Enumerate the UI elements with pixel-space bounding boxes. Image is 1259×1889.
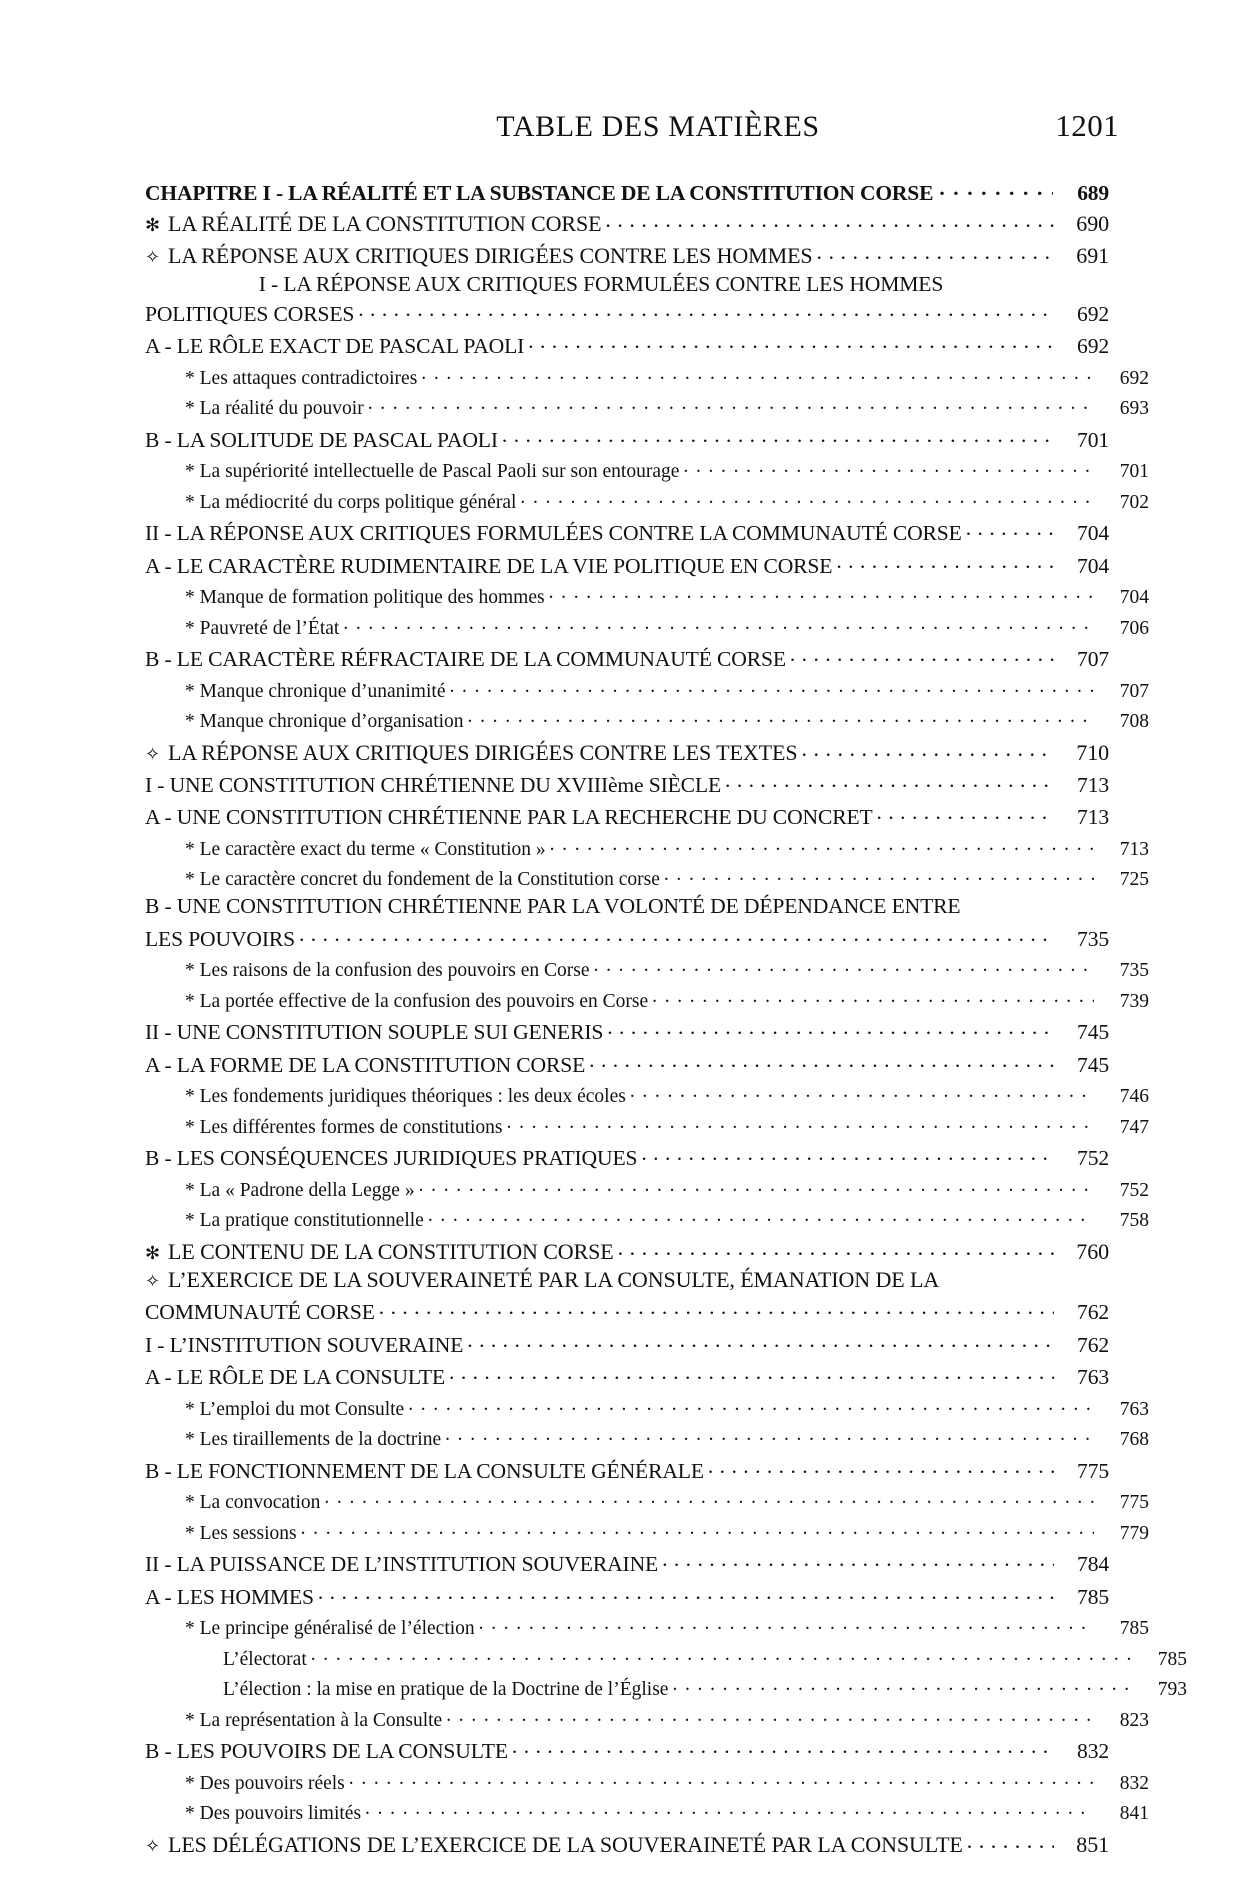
toc-item-entry[interactable] xyxy=(145,364,1149,388)
toc-entry-label: POLITIQUES CORSES xyxy=(145,301,355,326)
toc-item-entry[interactable] xyxy=(145,458,1149,482)
toc-item-entry[interactable] xyxy=(145,488,1149,512)
dot-leader xyxy=(664,866,1094,886)
toc-entry-page-number: 689 xyxy=(1077,180,1109,205)
toc-entry-page-number: 752 xyxy=(1077,1146,1109,1171)
toc-entry-label: * Les raisons de la confusion des pouvoirs en Corse xyxy=(185,960,590,982)
dot-leader xyxy=(311,1645,1132,1665)
toc-part-entry[interactable] xyxy=(145,209,1109,235)
toc-entry-label: * Manque chronique d’organisation xyxy=(185,711,464,733)
toc-subsection-entry[interactable] xyxy=(145,1456,1109,1482)
toc-entry-label: B - UNE CONSTITUTION CHRÉTIENNE PAR LA VOLONTÉ DE DÉPENDANCE ENTRE xyxy=(145,894,961,919)
toc-item-entry[interactable] xyxy=(145,1426,1149,1450)
toc-entry-page-number: 841 xyxy=(1119,1803,1149,1825)
dot-leader xyxy=(379,1298,1054,1320)
dot-leader xyxy=(365,1800,1094,1820)
toc-chapter-entry[interactable] xyxy=(145,178,1109,204)
dot-leader xyxy=(550,835,1094,855)
toc-entry-label: * Manque chronique d’unanimité xyxy=(185,680,446,702)
toc-entry-label: LE CONTENU DE LA CONSTITUTION CORSE xyxy=(168,1239,614,1265)
toc-entry-label: L’élection : la mise en pratique de la Doctrine de l’Église xyxy=(223,1679,669,1701)
diamond-marker-icon: ✧ xyxy=(145,1836,160,1857)
dot-leader xyxy=(512,1737,1054,1759)
dot-leader xyxy=(589,1050,1054,1072)
diamond-marker-icon: ✧ xyxy=(145,247,160,268)
toc-entry-label: * Le caractère concret du fondement de la Constitution corse xyxy=(185,869,660,891)
toc-entry-label: * La portée effective de la confusion des pouvoirs en Corse xyxy=(185,990,649,1012)
toc-item-entry[interactable] xyxy=(145,1395,1149,1419)
toc-item-entry[interactable] xyxy=(145,395,1149,419)
toc-subsection-entry[interactable] xyxy=(145,645,1109,671)
dot-leader xyxy=(445,1426,1094,1446)
toc-entry-label: * Les fondements juridiques théoriques : les deux écoles xyxy=(185,1086,626,1108)
toc-part-entry[interactable] xyxy=(145,1269,1109,1291)
toc-entry-page-number: 793 xyxy=(1157,1679,1187,1701)
toc-entry-page-number: 725 xyxy=(1119,869,1149,891)
toc-entry-page-number: 708 xyxy=(1119,711,1149,733)
toc-part-entry[interactable] xyxy=(145,241,1109,267)
toc-item-entry[interactable] xyxy=(145,866,1149,890)
page-header xyxy=(145,108,1119,152)
toc-entry-label: LA RÉPONSE AUX CRITIQUES DIRIGÉES CONTRE LES HOMMES xyxy=(168,243,813,269)
dot-leader xyxy=(324,1489,1094,1509)
toc-entry-label: * La pratique constitutionnelle xyxy=(185,1210,424,1232)
toc-entry-label: LES DÉLÉGATIONS DE L’EXERCICE DE LA SOUVERAINETÉ PAR LA CONSULTE xyxy=(168,1832,963,1858)
dot-leader xyxy=(836,551,1054,573)
dot-leader xyxy=(479,1615,1094,1635)
toc-entry-page-number: 704 xyxy=(1119,587,1149,609)
dot-leader xyxy=(349,1769,1094,1789)
toc-entry-label: * L’emploi du mot Consulte xyxy=(185,1398,405,1420)
toc-entry-page-number: 785 xyxy=(1157,1648,1187,1670)
toc-entry-label: II - UNE CONSTITUTION SOUPLE SUI GENERIS xyxy=(145,1020,604,1045)
dot-leader xyxy=(801,738,1054,760)
toc-list xyxy=(145,178,1187,1862)
dot-leader xyxy=(662,1550,1054,1572)
toc-entry-page-number: 707 xyxy=(1077,647,1109,672)
toc-entry-page-number: 746 xyxy=(1119,1086,1149,1108)
toc-entry-page-number: 692 xyxy=(1077,334,1109,359)
toc-entry-page-number: 693 xyxy=(1119,398,1149,420)
toc-entry-label: I - LA RÉPONSE AUX CRITIQUES FORMULÉES CONTRE LES HOMMES xyxy=(258,271,944,296)
toc-item-entry[interactable] xyxy=(145,1207,1149,1231)
toc-entry-label: * Le caractère exact du terme « Constitution » xyxy=(185,838,546,860)
toc-entry-label: A - LE RÔLE DE LA CONSULTE xyxy=(145,1365,446,1390)
toc-entry-page-number: 832 xyxy=(1077,1739,1109,1764)
toc-entry-label: B - LE CARACTÈRE RÉFRACTAIRE DE LA COMMUNAUTÉ CORSE xyxy=(145,647,786,672)
toc-entry-label: L’électorat xyxy=(223,1648,307,1670)
toc-item-entry[interactable] xyxy=(145,584,1149,608)
toc-entry-page-number: 832 xyxy=(1119,1772,1149,1794)
toc-subsection-entry[interactable] xyxy=(145,332,1109,358)
dot-leader xyxy=(790,645,1054,667)
toc-entry-label: LES POUVOIRS xyxy=(145,926,295,951)
toc-entry-page-number: 690 xyxy=(1076,211,1109,236)
dot-leader xyxy=(428,1207,1094,1227)
toc-entry-page-number: 752 xyxy=(1119,1179,1149,1201)
dot-leader xyxy=(641,1144,1054,1166)
toc-entry-label: A - LE CARACTÈRE RUDIMENTAIRE DE LA VIE POLITIQUE EN CORSE xyxy=(145,553,833,578)
toc-entry-page-number: 710 xyxy=(1076,740,1109,766)
toc-entry-page-number: 706 xyxy=(1119,617,1149,639)
dot-leader xyxy=(368,395,1094,415)
toc-entry-label: A - UNE CONSTITUTION CHRÉTIENNE PAR LA RECHERCHE DU CONCRET xyxy=(145,805,873,830)
dot-leader xyxy=(408,1395,1094,1415)
dot-leader xyxy=(607,1018,1054,1040)
toc-part-entry[interactable] xyxy=(145,1237,1109,1263)
toc-entry-label: * La réalité du pouvoir xyxy=(185,398,364,420)
toc-entry-page-number: 735 xyxy=(1119,960,1149,982)
toc-entry-continuation[interactable] xyxy=(145,924,1109,950)
dot-leader xyxy=(877,803,1054,825)
flower-marker-icon: ✻ xyxy=(145,215,160,235)
diamond-marker-icon: ✧ xyxy=(145,1271,160,1292)
toc-subitem-entry[interactable] xyxy=(145,1676,1187,1700)
toc-entry-label: LA RÉALITÉ DE LA CONSTITUTION CORSE xyxy=(168,211,602,236)
dot-leader xyxy=(939,178,1053,200)
toc-item-entry[interactable] xyxy=(145,1615,1149,1639)
toc-entry-label: * Pauvreté de l’État xyxy=(185,617,340,639)
toc-item-entry[interactable] xyxy=(145,957,1149,981)
dot-leader xyxy=(449,1363,1054,1385)
toc-entry-page-number: 713 xyxy=(1077,772,1109,797)
toc-entry-label: B - LE FONCTIONNEMENT DE LA CONSULTE GÉNÉRALE xyxy=(145,1458,704,1483)
dot-leader xyxy=(817,241,1054,263)
toc-entry-label: * Les sessions xyxy=(185,1522,297,1544)
toc-entry-page-number: 739 xyxy=(1119,990,1149,1012)
dot-leader xyxy=(507,1113,1094,1133)
page-title: TABLE DES MATIÈRES xyxy=(496,110,820,143)
toc-item-entry[interactable] xyxy=(145,614,1149,638)
toc-item-entry[interactable] xyxy=(145,835,1149,859)
toc-item-entry[interactable] xyxy=(145,1769,1149,1793)
toc-entry-page-number: 691 xyxy=(1076,243,1109,269)
toc-entry-label: * La « Padrone della Legge » xyxy=(185,1179,415,1201)
toc-entry-page-number: 785 xyxy=(1077,1584,1109,1609)
toc-entry-label: II - LA PUISSANCE DE L’INSTITUTION SOUVERAINE xyxy=(145,1552,659,1577)
toc-entry-page-number: 713 xyxy=(1077,805,1109,830)
toc-subsection-entry[interactable] xyxy=(145,1737,1109,1763)
flower-marker-icon: ✻ xyxy=(145,1243,160,1264)
toc-entry-label: COMMUNAUTÉ CORSE xyxy=(145,1300,375,1325)
toc-subsection-entry[interactable] xyxy=(145,1050,1109,1076)
dot-leader xyxy=(468,708,1094,728)
toc-item-entry[interactable] xyxy=(145,987,1149,1011)
toc-entry-label: A - LA FORME DE LA CONSTITUTION CORSE xyxy=(145,1052,586,1077)
dot-leader xyxy=(618,1237,1054,1259)
dot-leader xyxy=(301,1519,1094,1539)
dot-leader xyxy=(652,987,1094,1007)
toc-entry-label: * Le principe généralisé de l’élection xyxy=(185,1618,475,1640)
toc-section-entry[interactable] xyxy=(145,519,1109,545)
toc-entry-label: B - LES CONSÉQUENCES JURIDIQUES PRATIQUES xyxy=(145,1146,638,1171)
dot-leader xyxy=(419,1176,1094,1196)
toc-entry-page-number: 704 xyxy=(1077,553,1109,578)
toc-entry-page-number: 763 xyxy=(1119,1398,1149,1420)
toc-entry-page-number: 692 xyxy=(1077,301,1109,326)
toc-entry-page-number: 851 xyxy=(1076,1832,1109,1858)
dot-leader xyxy=(343,614,1094,634)
toc-entry-page-number: 763 xyxy=(1077,1365,1109,1390)
toc-entry-page-number: 779 xyxy=(1119,1522,1149,1544)
toc-entry-page-number: 745 xyxy=(1077,1052,1109,1077)
toc-entry-label: L’EXERCICE DE LA SOUVERAINETÉ PAR LA CONSULTE, ÉMANATION DE LA xyxy=(168,1267,940,1293)
dot-leader xyxy=(528,332,1054,354)
toc-subsection-entry[interactable] xyxy=(145,803,1109,829)
dot-leader xyxy=(318,1582,1054,1604)
toc-item-entry[interactable] xyxy=(145,708,1149,732)
toc-section-entry[interactable] xyxy=(145,1550,1109,1576)
toc-entry-label: * La médiocrité du corps politique général xyxy=(185,491,517,513)
dot-leader xyxy=(605,209,1054,231)
toc-entry-page-number: 692 xyxy=(1119,367,1149,389)
toc-entry-page-number: 775 xyxy=(1077,1458,1109,1483)
toc-subsection-entry[interactable] xyxy=(145,551,1109,577)
toc-entry-label: II - LA RÉPONSE AUX CRITIQUES FORMULÉES CONTRE LA COMMUNAUTÉ CORSE xyxy=(145,521,962,546)
toc-entry-page-number: 823 xyxy=(1119,1709,1149,1731)
dot-leader xyxy=(683,458,1094,478)
toc-entry-page-number: 785 xyxy=(1119,1618,1149,1640)
toc-entry-page-number: 762 xyxy=(1077,1300,1109,1325)
dot-leader xyxy=(299,924,1054,946)
toc-section-entry[interactable] xyxy=(145,1018,1109,1044)
dot-leader xyxy=(672,1676,1132,1696)
dot-leader xyxy=(966,519,1054,541)
toc-entry-page-number: 701 xyxy=(1119,461,1149,483)
toc-entry-page-number: 713 xyxy=(1119,838,1149,860)
toc-entry-label: * Manque de formation politique des hommes xyxy=(185,587,545,609)
dot-leader xyxy=(467,1330,1054,1352)
toc-subsection-entry[interactable] xyxy=(145,896,1109,918)
toc-entry-page-number: 701 xyxy=(1077,427,1109,452)
toc-entry-label: * Les tiraillements de la doctrine xyxy=(185,1429,442,1451)
dot-leader xyxy=(446,1706,1094,1726)
toc-entry-label: * Des pouvoirs réels xyxy=(185,1772,345,1794)
toc-entry-page-number: 702 xyxy=(1119,491,1149,513)
toc-item-entry[interactable] xyxy=(145,1800,1149,1824)
toc-part-entry[interactable] xyxy=(145,738,1109,764)
dot-leader xyxy=(549,584,1094,604)
dot-leader xyxy=(502,425,1054,447)
toc-entry-page-number: 775 xyxy=(1119,1492,1149,1514)
toc-entry-label: * La convocation xyxy=(185,1492,321,1514)
dot-leader xyxy=(967,1830,1054,1852)
toc-entry-page-number: 762 xyxy=(1077,1332,1109,1357)
toc-entry-page-number: 760 xyxy=(1076,1239,1109,1265)
toc-entry-page-number: 735 xyxy=(1077,926,1109,951)
toc-subsection-entry[interactable] xyxy=(145,1144,1109,1170)
toc-entry-label: * Les différentes formes de constitutions xyxy=(185,1116,503,1138)
dot-leader xyxy=(449,677,1094,697)
toc-entry-label: A - LES HOMMES xyxy=(145,1584,314,1609)
toc-entry-page-number: 704 xyxy=(1077,521,1109,546)
toc-entry-page-number: 745 xyxy=(1077,1020,1109,1045)
toc-item-entry[interactable] xyxy=(145,1083,1149,1107)
toc-entry-label: B - LES POUVOIRS DE LA CONSULTE xyxy=(145,1739,508,1764)
dot-leader xyxy=(725,770,1054,792)
toc-item-entry[interactable] xyxy=(145,1113,1149,1137)
toc-entry-page-number: 707 xyxy=(1119,680,1149,702)
toc-entry-label: LA RÉPONSE AUX CRITIQUES DIRIGÉES CONTRE LES TEXTES xyxy=(168,740,798,766)
page-number: 1201 xyxy=(1055,108,1119,143)
toc-entry-page-number: 784 xyxy=(1077,1552,1109,1577)
toc-item-entry[interactable] xyxy=(145,677,1149,701)
toc-entry-label: A - LE RÔLE EXACT DE PASCAL PAOLI xyxy=(145,334,525,359)
dot-leader xyxy=(708,1456,1054,1478)
toc-entry-label: * Les attaques contradictoires xyxy=(185,367,418,389)
toc-entry-label: * Des pouvoirs limités xyxy=(185,1803,362,1825)
toc-item-entry[interactable] xyxy=(145,1176,1149,1200)
toc-subsection-entry[interactable] xyxy=(145,1582,1109,1608)
dot-leader xyxy=(630,1083,1094,1103)
dot-leader xyxy=(594,957,1094,977)
toc-entry-page-number: 768 xyxy=(1119,1429,1149,1451)
toc-subsection-entry[interactable] xyxy=(145,425,1109,451)
dot-leader xyxy=(421,364,1094,384)
toc-section-entry[interactable] xyxy=(145,770,1109,796)
toc-subitem-entry[interactable] xyxy=(145,1645,1187,1669)
toc-entry-label: B - LA SOLITUDE DE PASCAL PAOLI xyxy=(145,427,498,452)
diamond-marker-icon: ✧ xyxy=(145,744,160,765)
toc-entry-label: I - L’INSTITUTION SOUVERAINE xyxy=(145,1332,464,1357)
toc-part-entry[interactable] xyxy=(145,1830,1109,1856)
toc-entry-label: * La représentation à la Consulte xyxy=(185,1709,443,1731)
toc-entry-page-number: 747 xyxy=(1119,1116,1149,1138)
toc-entry-label: * La supériorité intellectuelle de Pascal Paoli sur son entourage xyxy=(185,461,680,483)
toc-item-entry[interactable] xyxy=(145,1706,1149,1730)
toc-entry-continuation[interactable] xyxy=(145,299,1109,325)
toc-entry-label: CHAPITRE I - LA RÉALITÉ ET LA SUBSTANCE DE LA CONSTITUTION CORSE xyxy=(145,180,934,205)
dot-leader xyxy=(520,488,1094,508)
toc-subsection-entry[interactable] xyxy=(145,1363,1109,1389)
toc-entry-page-number: 758 xyxy=(1119,1210,1149,1232)
toc-entry-continuation[interactable] xyxy=(145,1298,1109,1324)
toc-section-entry[interactable] xyxy=(145,1330,1109,1356)
toc-entry-label: I - UNE CONSTITUTION CHRÉTIENNE DU XVIIIème SIÈCLE xyxy=(145,772,722,797)
toc-item-entry[interactable] xyxy=(145,1489,1149,1513)
toc-item-entry[interactable] xyxy=(145,1519,1149,1543)
toc-section-entry[interactable] xyxy=(145,271,1109,296)
dot-leader xyxy=(358,299,1054,321)
